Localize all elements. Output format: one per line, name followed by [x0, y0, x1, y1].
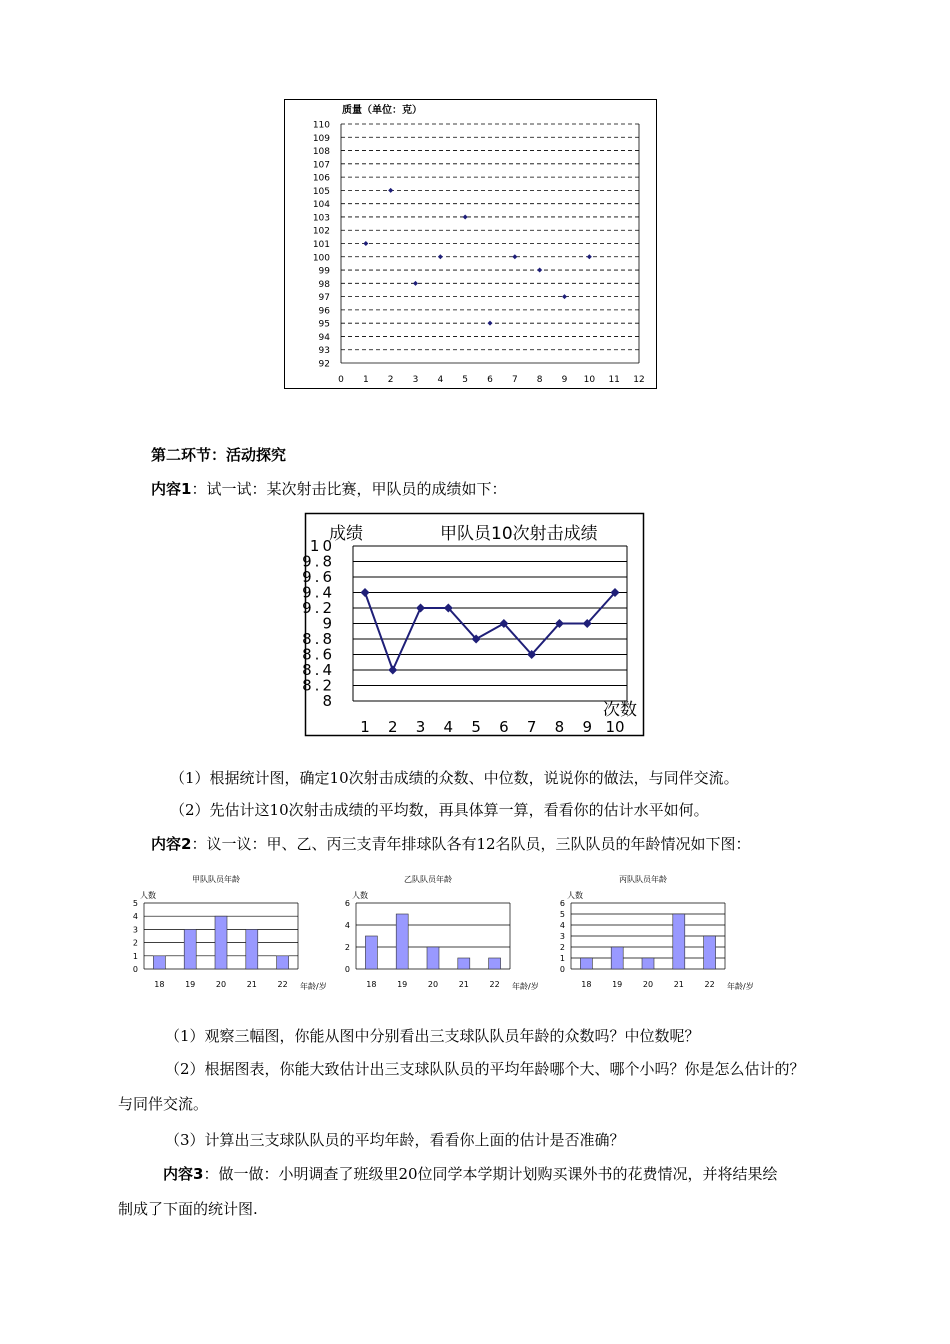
- y-tick-label: 9.8: [302, 552, 335, 571]
- x-tick-label: 7: [511, 375, 518, 385]
- y-tick-label: 95: [318, 319, 330, 330]
- bar: [673, 914, 685, 969]
- y-tick-label: 9.2: [302, 599, 335, 617]
- x-tick-label: 3: [412, 375, 419, 385]
- x-tick-label: 5: [471, 718, 481, 736]
- x-tick-label: 2: [387, 375, 394, 385]
- bar: [184, 929, 196, 969]
- x-tick-label: 19: [612, 980, 623, 989]
- y-tick-label: 103: [312, 213, 330, 224]
- bar: [704, 936, 716, 969]
- y-tick-label: 106: [312, 173, 330, 184]
- y-tick-label: 0: [132, 965, 138, 974]
- y-tick-label: 92: [318, 359, 330, 370]
- y-tick-label: 8.6: [302, 645, 335, 664]
- bar-chart-title: 乙队队员年龄: [404, 875, 452, 884]
- section-title: 第二环节：活动探究: [151, 446, 287, 464]
- y-tick-label: 6: [559, 899, 565, 908]
- bar: [489, 958, 501, 969]
- y-tick-label: 10: [309, 537, 335, 555]
- content2-text: ：议一议：甲、乙、丙三支青年排球队各有12名队员，三队队员的年龄情况如下图：: [191, 835, 751, 853]
- x-tick-label: 9: [561, 375, 568, 385]
- bar-y-axis-label: 人数: [352, 891, 368, 900]
- y-tick-label: 2: [559, 943, 565, 952]
- content1-question2: （2）先估计这10次射击成绩的平均数，再具体算一算，看看你的估计水平如何。: [170, 801, 709, 819]
- team-b-age-bar-chart: [330, 870, 539, 995]
- x-tick-label: 10: [583, 375, 596, 385]
- y-tick-label: 9.4: [302, 583, 335, 602]
- y-tick-label: 8.8: [302, 630, 335, 648]
- bar-x-axis-label: 年龄/岁: [512, 982, 539, 991]
- x-tick-label: 2: [388, 718, 398, 736]
- content2-question2-cont: 与同伴交流。: [118, 1095, 209, 1113]
- content3-label: 内容3: [163, 1165, 204, 1183]
- y-tick-label: 5: [132, 899, 138, 908]
- x-tick-label: 4: [443, 718, 454, 736]
- bar: [153, 956, 165, 969]
- x-tick-label: 18: [581, 980, 592, 989]
- bar: [215, 916, 227, 969]
- x-tick-label: 6: [499, 718, 509, 736]
- x-tick-label: 19: [397, 980, 408, 989]
- bar-chart-title: 甲队队员年龄: [192, 875, 240, 884]
- y-tick-label: 2: [132, 938, 138, 948]
- bar: [580, 958, 592, 969]
- x-tick-label: 22: [277, 980, 288, 989]
- y-tick-label: 5: [559, 910, 565, 919]
- content3-text: ：做一做：小明调查了班级里20位同学本学期计划购买课外书的花费情况，并将结果绘: [203, 1165, 778, 1183]
- y-tick-label: 96: [318, 306, 330, 317]
- x-tick-label: 21: [458, 980, 469, 989]
- content2-question1: （1）观察三幅图，你能从图中分别看出三支球队队员年龄的众数吗？中位数呢？: [165, 1027, 700, 1045]
- x-tick-label: 1: [360, 718, 370, 736]
- y-tick-label: 0: [344, 965, 350, 974]
- y-tick-label: 4: [344, 921, 350, 930]
- x-tick-label: 9: [582, 718, 592, 736]
- x-tick-label: 7: [526, 718, 537, 736]
- y-tick-label: 3: [132, 925, 138, 935]
- bar: [427, 947, 439, 969]
- x-tick-label: 22: [704, 980, 715, 989]
- x-tick-label: 18: [154, 980, 165, 989]
- bar: [246, 929, 258, 969]
- content2-label: 内容2: [151, 835, 192, 853]
- score-y-axis-label: 成绩: [329, 524, 363, 544]
- y-tick-label: 100: [312, 253, 330, 264]
- bar: [277, 956, 289, 969]
- y-tick-label: 97: [318, 293, 330, 304]
- content1-question1: （1）根据统计图，确定10次射击成绩的众数、中位数，说说你的做法，与同伴交流。: [170, 769, 739, 787]
- x-tick-label: 1: [362, 375, 369, 385]
- content2-line: [151, 834, 751, 854]
- bar-x-axis-label: 年龄/岁: [727, 982, 754, 991]
- x-tick-label: 21: [673, 980, 684, 989]
- mass-y-axis-label: 质量（单位：克）: [342, 105, 422, 116]
- score-x-axis-label: 次数: [603, 700, 637, 720]
- y-tick-label: 101: [312, 240, 330, 250]
- x-tick-label: 21: [246, 980, 257, 989]
- x-tick-label: 20: [427, 980, 439, 989]
- shooting-score-line-chart: [302, 513, 644, 736]
- x-tick-label: 6: [487, 375, 493, 385]
- bar-y-axis-label: 人数: [567, 891, 583, 900]
- x-tick-label: 3: [415, 718, 426, 736]
- x-tick-label: 10: [605, 718, 625, 736]
- y-tick-label: 8: [322, 692, 335, 710]
- y-tick-label: 1: [132, 951, 138, 961]
- score-chart-title: 甲队员10次射击成绩: [440, 524, 598, 544]
- y-tick-label: 110: [312, 120, 330, 131]
- y-tick-label: 6: [344, 899, 350, 908]
- x-tick-label: 8: [554, 718, 565, 736]
- x-tick-label: 11: [608, 375, 620, 385]
- bar-chart-title: 丙队队员年龄: [619, 875, 667, 884]
- y-tick-label: 105: [312, 186, 330, 197]
- team-a-age-bar-chart: [118, 870, 327, 995]
- y-tick-label: 104: [312, 200, 330, 211]
- y-tick-label: 99: [318, 266, 330, 277]
- content1-text: ：试一试：某次射击比赛，甲队员的成绩如下：: [191, 480, 507, 498]
- y-tick-label: 98: [318, 279, 330, 290]
- content2-question3: （3）计算出三支球队队员的平均年龄，看看你上面的估计是否准确？: [165, 1131, 625, 1149]
- bar: [458, 958, 470, 969]
- y-tick-label: 93: [318, 346, 330, 357]
- y-tick-label: 9: [322, 614, 335, 633]
- y-tick-label: 9.6: [302, 568, 335, 586]
- y-tick-label: 0: [559, 965, 565, 974]
- y-tick-label: 102: [312, 226, 330, 237]
- x-tick-label: 20: [642, 980, 654, 989]
- content1-line: [151, 479, 506, 499]
- x-tick-label: 22: [489, 980, 500, 989]
- y-tick-label: 3: [559, 932, 565, 941]
- y-tick-label: 109: [312, 133, 330, 144]
- y-tick-label: 107: [312, 160, 330, 171]
- x-tick-label: 19: [185, 980, 196, 989]
- x-tick-label: 20: [215, 980, 227, 989]
- y-tick-label: 1: [559, 954, 565, 963]
- x-tick-label: 4: [437, 375, 444, 385]
- y-tick-label: 4: [132, 912, 138, 922]
- bar: [365, 936, 377, 969]
- content3-line2: 制成了下面的统计图.: [118, 1200, 258, 1218]
- content3-line: [163, 1164, 778, 1184]
- x-tick-label: 5: [462, 375, 469, 385]
- content2-question2: （2）根据图表，你能大致估计出三支球队队员的平均年龄哪个大、哪个小吗？你是怎么估计的？: [165, 1060, 805, 1078]
- y-tick-label: 8.4: [302, 661, 335, 679]
- y-tick-label: 4: [559, 921, 565, 930]
- x-tick-label: 0: [338, 375, 344, 385]
- y-tick-label: 8.2: [302, 676, 335, 695]
- bar-y-axis-label: 人数: [140, 891, 156, 900]
- bar: [611, 947, 623, 969]
- x-tick-label: 12: [633, 375, 645, 385]
- y-tick-label: 108: [312, 147, 330, 158]
- team-c-age-bar-chart: [545, 870, 754, 995]
- x-tick-label: 8: [536, 375, 543, 385]
- y-tick-label: 94: [318, 332, 330, 343]
- bar: [396, 914, 408, 969]
- x-tick-label: 18: [366, 980, 377, 989]
- y-tick-label: 2: [344, 943, 350, 952]
- bar: [642, 958, 654, 969]
- mass-scatter-chart: [284, 99, 657, 389]
- content1-label: 内容1: [151, 480, 192, 498]
- bar-x-axis-label: 年龄/岁: [300, 982, 327, 991]
